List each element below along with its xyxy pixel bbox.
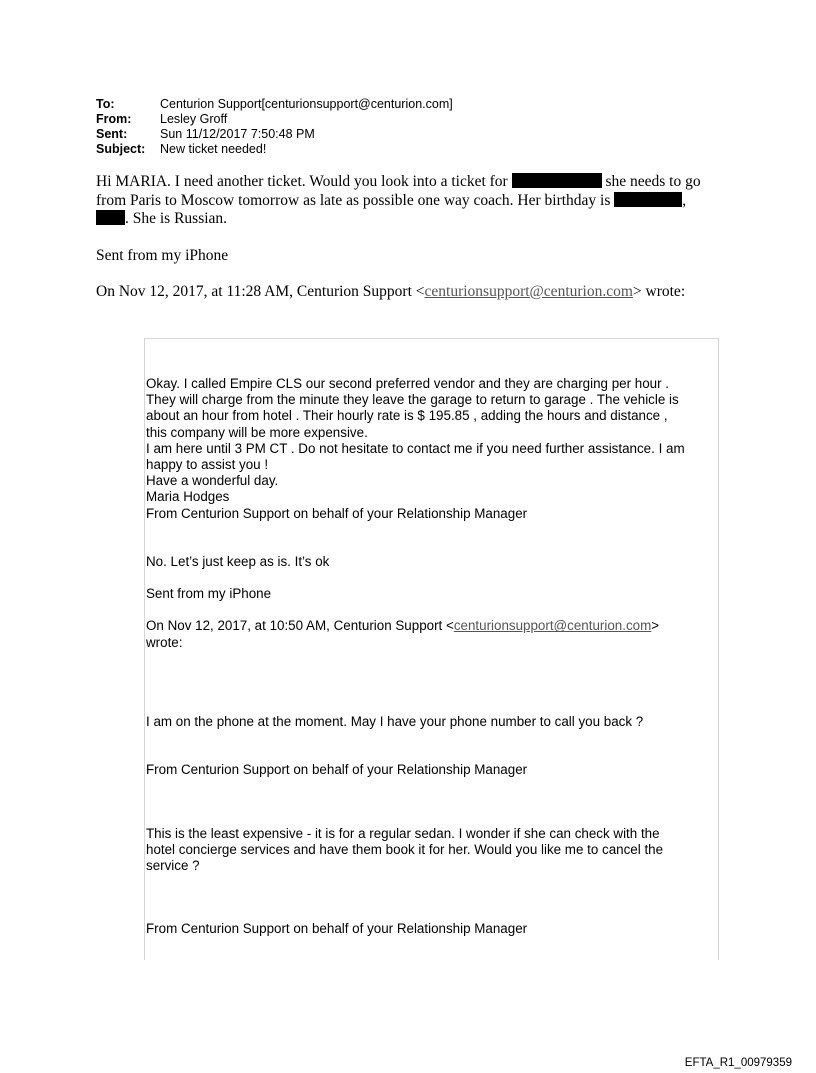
quoted-line: happy to assist you !: [146, 457, 269, 473]
quoted-signature: Sent from my iPhone: [146, 586, 272, 602]
from-value: Lesley Groff: [160, 112, 228, 126]
email-header: [96, 97, 453, 157]
email-link[interactable]: centurionsupport@centurion.com: [453, 618, 652, 634]
message-text: ,: [682, 191, 687, 209]
quoted-intro: [146, 618, 718, 634]
quoted-intro-wrote: wrote:: [146, 634, 183, 650]
quoted-line: I am on the phone at the moment. May I have your phone number to call you back ?: [146, 714, 644, 729]
message-text: from Paris to Moscow tomorrow as late as possible one way coach. Her birthday is: [96, 191, 611, 209]
quoted-intro-text: On Nov 12, 2017, at 10:50 AM, Centurion Support <: [146, 618, 454, 634]
quoted-line: From Centurion Support on behalf of your Relationship Manager: [146, 505, 528, 521]
quoted-line: hotel concierge services and have them book it for her. Would you like me to cancel the: [146, 842, 664, 858]
quoted-line: I am here until 3 PM CT . Do not hesitate to contact me if you need further assistance. I am: [146, 440, 685, 456]
quoted-line: Have a wonderful day.: [146, 473, 279, 489]
quoted-signature: From Centurion Support on behalf of your Relationship Manager: [146, 762, 528, 778]
quoted-message-4: [146, 826, 718, 937]
quoted-line: about an hour from hotel . Their hourly rate is $ 195.85 , adding the hours and distance ,: [146, 408, 668, 424]
message-text: she needs to go: [605, 173, 701, 190]
sent-label: Sent:: [96, 127, 128, 141]
quoted-line: They will charge from the minute they leave the garage to return to garage . The vehicle is: [146, 392, 679, 408]
to-row: [96, 97, 453, 112]
to-value: Centurion Support[centurionsupport@centurion.com]: [160, 97, 453, 111]
quoted-intro-text: >: [651, 618, 660, 634]
subject-label: Subject:: [96, 142, 146, 156]
message-body: [96, 173, 736, 302]
email-link[interactable]: centurionsupport@centurion.com: [424, 283, 633, 300]
subject-row: [96, 142, 453, 157]
sent-row: [96, 127, 453, 142]
from-label: From:: [96, 112, 132, 126]
redaction-box: [96, 210, 125, 225]
redaction-box: [512, 173, 602, 188]
message-text: . She is Russian.: [125, 210, 228, 227]
message-text: Hi MARIA. I need another ticket. Would you look into a ticket for: [96, 173, 508, 190]
to-label: To:: [96, 97, 115, 111]
quoted-line: Maria Hodges: [146, 489, 230, 505]
sent-value: Sun 11/12/2017 7:50:48 PM: [160, 127, 315, 141]
subject-value: New ticket needed!: [160, 142, 267, 156]
quoted-line: No. Let’s just keep as is. It’s ok: [146, 554, 330, 569]
redaction-box: [614, 192, 682, 207]
document-id: EFTA_R1_00979359: [684, 1057, 792, 1069]
quote-intro-text: On Nov 12, 2017, at 11:28 AM, Centurion Support <: [96, 283, 425, 300]
quoted-message-2: [146, 554, 718, 651]
quoted-message-3: [146, 714, 718, 778]
quoted-line: This is the least expensive - it is for a regular sedan. I wonder if she can check with the: [146, 826, 660, 841]
quoted-line: this company will be more expensive.: [146, 424, 368, 440]
quoted-line: service ?: [146, 858, 200, 874]
quote-intro-text: > wrote:: [632, 283, 686, 300]
quote-intro: [96, 283, 736, 302]
quoted-message-1: [146, 376, 718, 522]
quoted-signature: From Centurion Support on behalf of your Relationship Manager: [146, 920, 528, 936]
message-paragraph: [96, 173, 736, 229]
message-signature: Sent from my iPhone: [96, 246, 229, 264]
from-row: [96, 112, 453, 127]
quoted-line: Okay. I called Empire CLS our second preferred vendor and they are charging per hour .: [146, 376, 670, 391]
